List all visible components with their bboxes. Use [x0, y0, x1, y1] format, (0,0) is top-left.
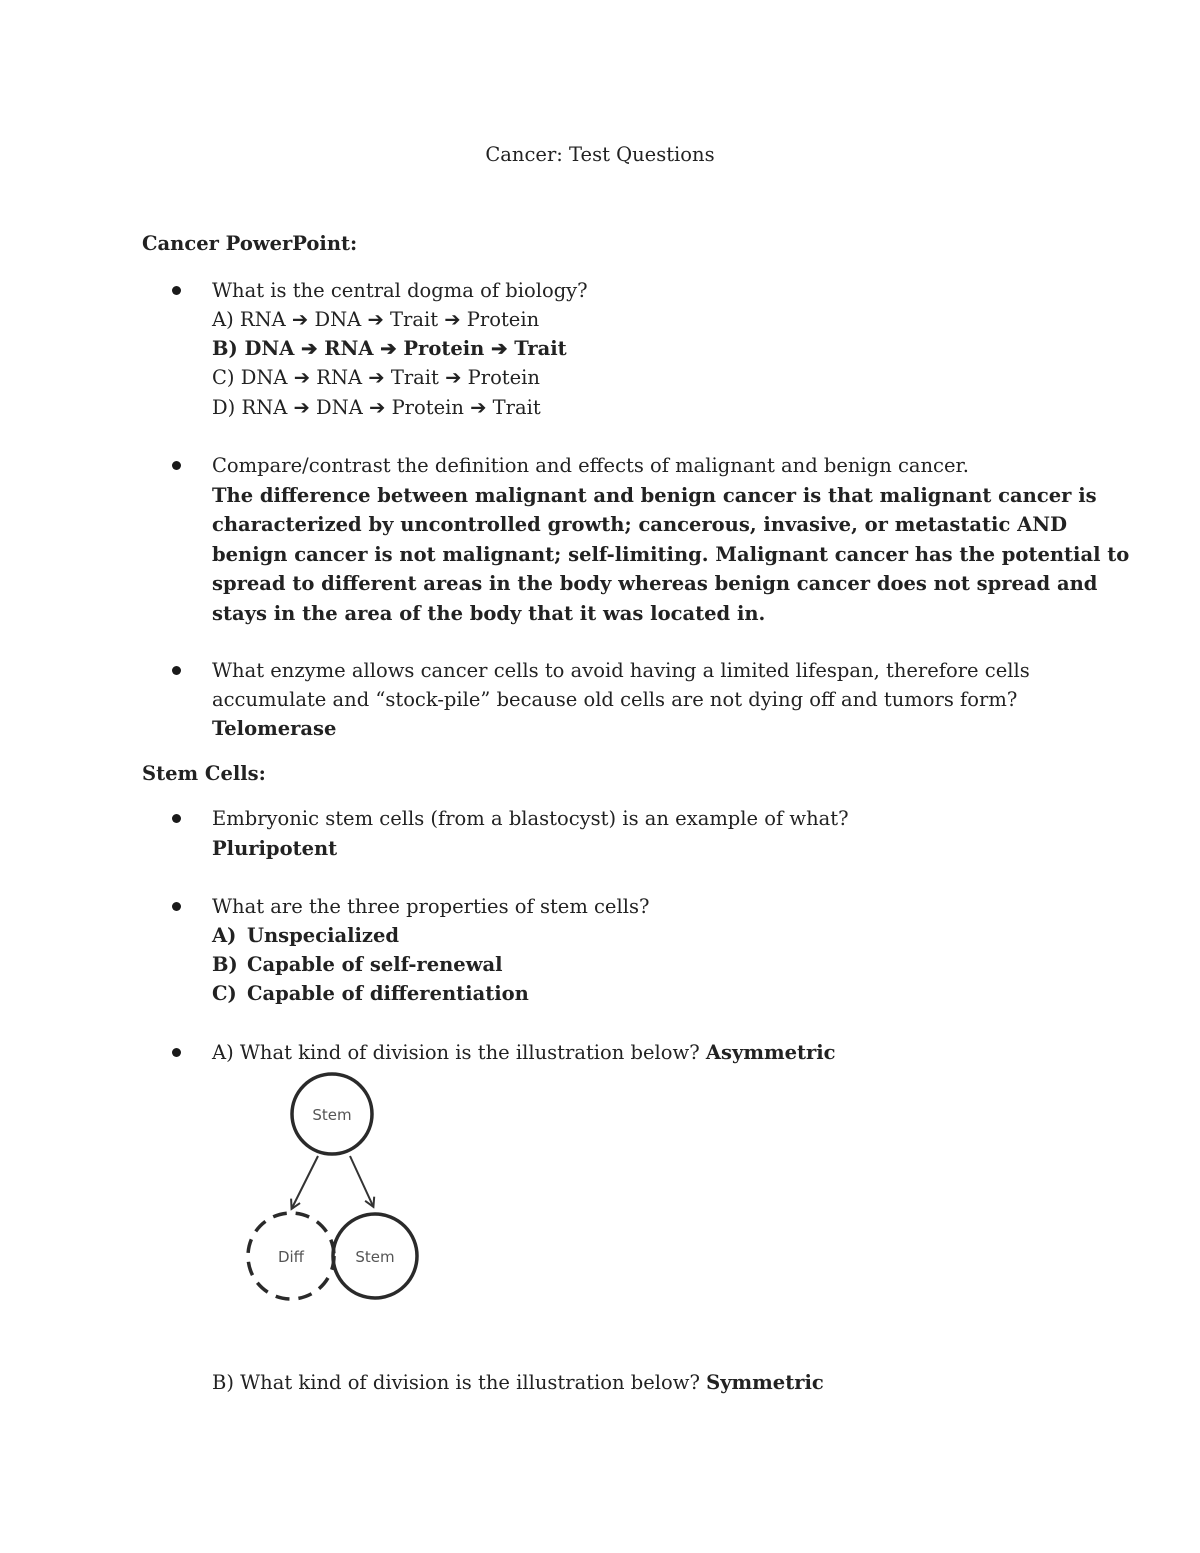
answer-line: spread to different areas in the body whereas benign cancer does not spread and: [212, 572, 1098, 596]
dogma-step: Trait: [390, 308, 439, 331]
dogma-step: Trait: [514, 337, 567, 360]
dogma-step: Protein: [391, 396, 464, 419]
option-d: [212, 396, 541, 419]
dogma-step: Protein: [403, 337, 485, 360]
property-text: Unspecialized: [247, 924, 400, 947]
document-title: Cancer: Test Questions: [485, 143, 715, 166]
arrow-right-icon: ➔: [373, 337, 404, 360]
answer-line: benign cancer is not malignant; self-limiting. Malignant cancer has the potential to: [212, 542, 1130, 566]
arrow-right-icon: ➔: [438, 366, 468, 389]
dogma-step: DNA: [244, 337, 295, 360]
arrow-right-icon: ➔: [438, 308, 467, 331]
property-text: Capable of differentiation: [247, 982, 529, 1005]
bullet-icon: [172, 666, 181, 675]
question-division-b: [212, 1371, 824, 1394]
answer-symmetric: Symmetric: [706, 1371, 824, 1394]
arrow-right-icon: ➔: [484, 337, 515, 360]
dogma-step: Trait: [390, 366, 439, 389]
property-a: [212, 924, 399, 947]
property-label: A): [212, 924, 237, 947]
question-embryonic: Embryonic stem cells (from a blastocyst) is an example of what?: [212, 807, 849, 830]
question-division-a: [212, 1041, 836, 1064]
option-c: [212, 366, 540, 389]
dogma-step: DNA: [316, 396, 363, 419]
option-b-correct: [212, 337, 567, 360]
answer-telomerase: Telomerase: [212, 717, 337, 740]
dogma-step: RNA: [241, 396, 288, 419]
arrow-right-icon: ➔: [362, 396, 392, 419]
diff-label: Diff: [277, 1248, 305, 1266]
dogma-step: Protein: [467, 366, 540, 389]
dogma-step: DNA: [314, 308, 362, 331]
option-label: D): [212, 396, 242, 419]
answer-pluripotent: Pluripotent: [212, 837, 338, 860]
arrow-right: [350, 1156, 373, 1206]
dogma-step: RNA: [324, 337, 374, 360]
arrow-right-icon: ➔: [285, 308, 315, 331]
question-properties: What are the three properties of stem cells?: [212, 895, 650, 918]
bullet-icon: [172, 286, 181, 295]
arrow-right-icon: ➔: [463, 396, 493, 419]
bullet-icon: [172, 461, 181, 470]
option-label: A): [212, 308, 240, 331]
section-heading-cancer-powerpoint: Cancer PowerPoint:: [142, 232, 358, 255]
section-heading-stem-cells: Stem Cells:: [142, 762, 266, 785]
option-label: B): [212, 337, 245, 360]
dogma-step: Protein: [466, 308, 540, 331]
bullet-icon: [172, 1048, 181, 1057]
arrow-right-icon: ➔: [287, 366, 317, 389]
question-enzyme-line2: accumulate and “stock-pile” because old cells are not dying off and tumors form?: [212, 688, 1018, 711]
dogma-step: RNA: [239, 308, 286, 331]
option-a: [212, 308, 539, 331]
dogma-step: Trait: [492, 396, 541, 419]
property-label: C): [212, 982, 237, 1005]
property-label: B): [212, 953, 238, 976]
answer-line: stays in the area of the body that it was located in.: [212, 601, 766, 625]
question-enzyme-line1: What enzyme allows cancer cells to avoid having a limited lifespan, therefore cells: [212, 659, 1030, 682]
dogma-step: RNA: [316, 366, 363, 389]
arrow-right-icon: ➔: [294, 337, 325, 360]
arrow-right-icon: ➔: [287, 396, 317, 419]
answer-line: The difference between malignant and benign cancer is that malignant cancer is: [212, 484, 1097, 507]
property-c: [212, 982, 529, 1005]
dogma-step: DNA: [240, 366, 288, 389]
property-text: Capable of self-renewal: [247, 953, 503, 976]
bullet-icon: [172, 902, 181, 911]
property-b: [212, 953, 503, 976]
question-text: B) What kind of division is the illustration below?: [212, 1371, 700, 1394]
question-text: A) What kind of division is the illustration below?: [212, 1041, 700, 1064]
question-central-dogma: What is the central dogma of biology?: [212, 279, 588, 302]
asymmetric-division-diagram: [240, 1066, 430, 1304]
bullet-icon: [172, 814, 181, 823]
answer-line: characterized by uncontrolled growth; cancerous, invasive, or metastatic AND: [212, 513, 1067, 537]
arrow-right-icon: ➔: [362, 366, 391, 389]
parent-label: Stem: [312, 1106, 352, 1124]
question-malignant-benign: Compare/contrast the definition and effects of malignant and benign cancer.: [212, 454, 969, 477]
arrow-right-icon: ➔: [361, 308, 390, 331]
option-label: C): [212, 366, 241, 389]
answer-asymmetric: Asymmetric: [705, 1041, 836, 1064]
arrow-left: [292, 1156, 318, 1208]
stem-label: Stem: [355, 1248, 395, 1266]
answer-malignant-benign: [212, 481, 1130, 628]
